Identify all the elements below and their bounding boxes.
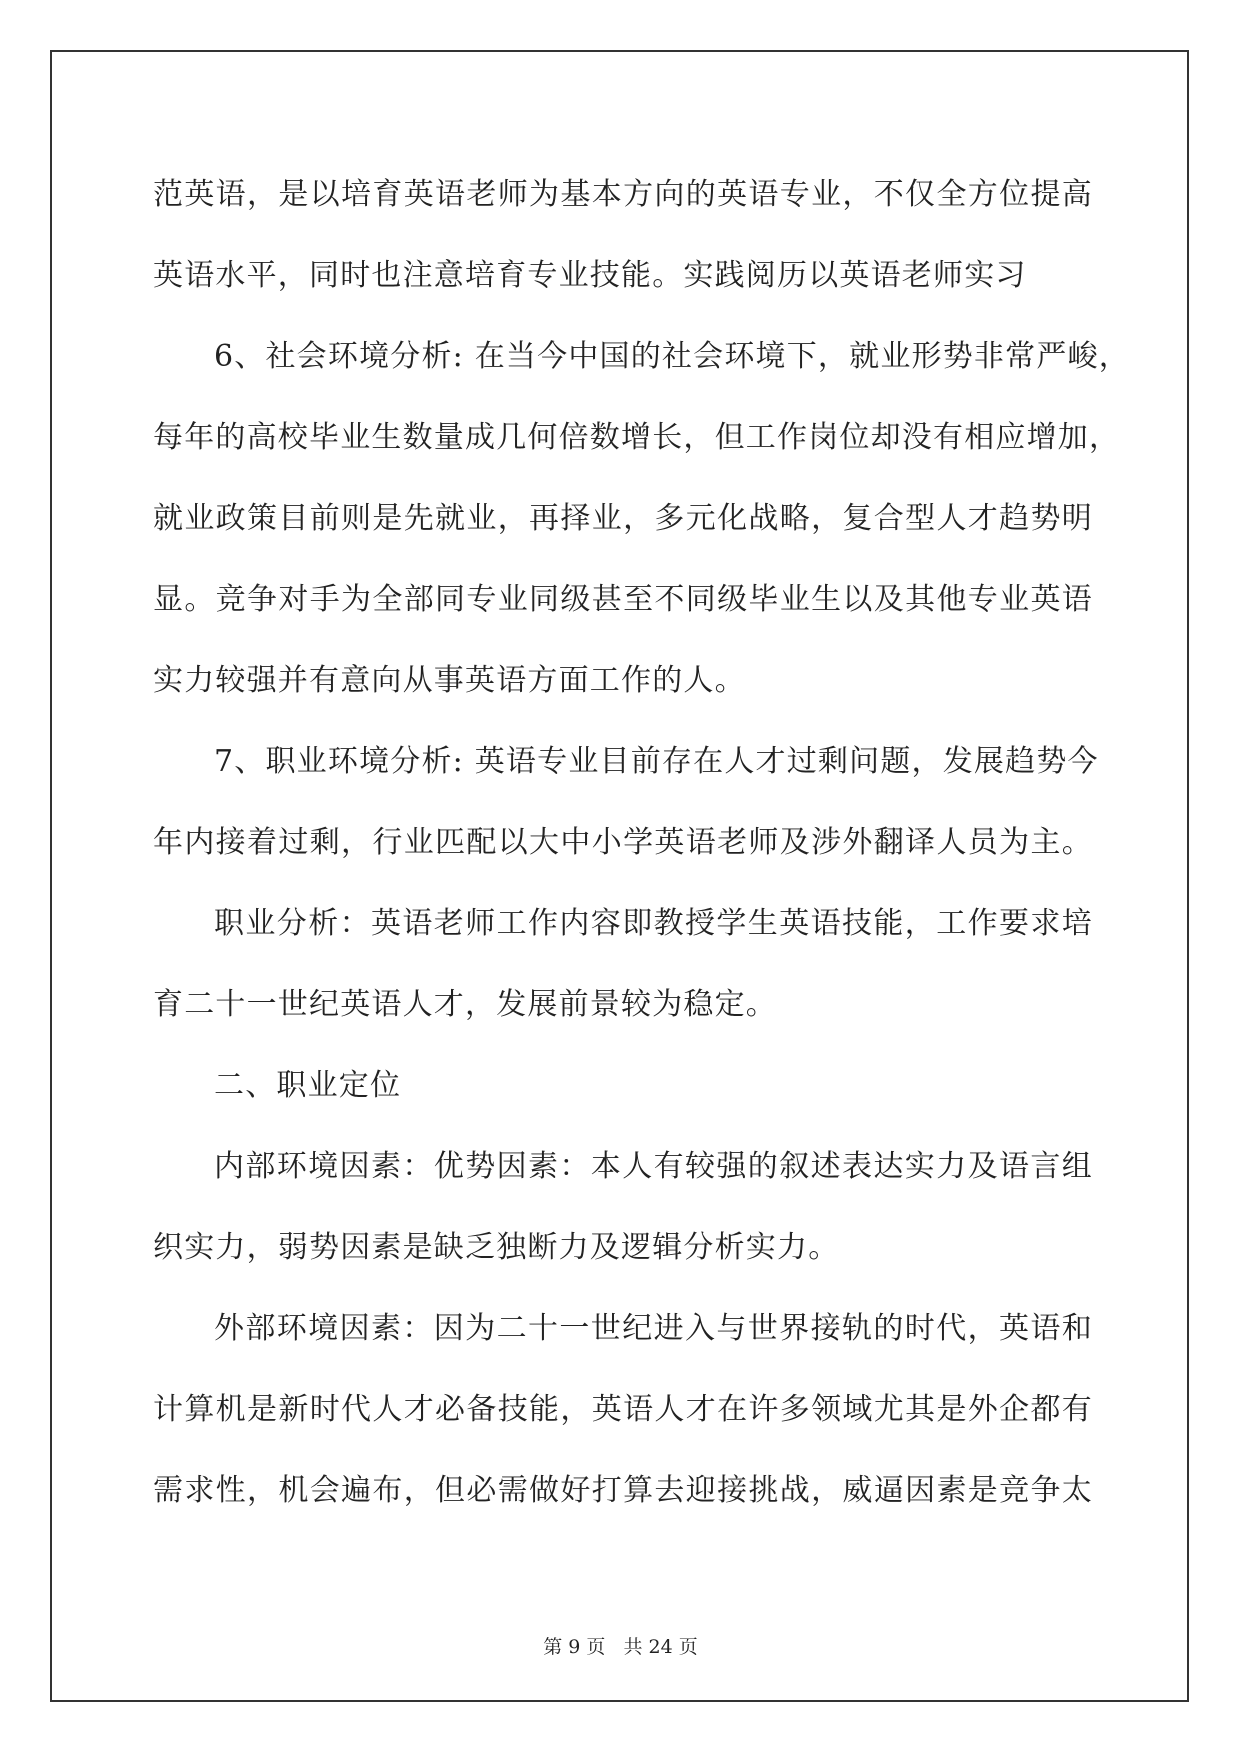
paragraph-line: 英语水平，同时也注意培育专业技能。实践阅历以英语老师实习 xyxy=(153,258,1027,293)
paragraph-line: 就业政策目前则是先就业，再择业，多元化战略，复合型人才趋势明 xyxy=(153,501,1093,536)
paragraph-line: 每年的高校毕业生数量成几何倍数增长，但工作岗位却没有相应增加， xyxy=(153,420,1121,455)
paragraph-line: 织实力，弱势因素是缺乏独断力及逻辑分析实力。 xyxy=(153,1230,840,1265)
paragraph-line: 计算机是新时代人才必备技能，英语人才在许多领域尤其是外企都有 xyxy=(153,1392,1093,1427)
document-body xyxy=(153,154,1130,1531)
paragraph-line: 7、职业环境分析: 英语专业目前存在人才过剩问题，发展趋势今 xyxy=(214,744,1099,779)
section-heading: 二、职业定位 xyxy=(214,1068,402,1103)
paragraph-line: 范英语，是以培育英语老师为基本方向的英语专业，不仅全方位提高 xyxy=(153,177,1093,212)
paragraph-line: 实力较强并有意向从事英语方面工作的人。 xyxy=(153,663,746,698)
page-footer xyxy=(0,1632,1241,1659)
paragraph-line: 外部环境因素：因为二十一世纪进入与世界接轨的时代，英语和 xyxy=(214,1311,1093,1346)
paragraph-line: 6、社会环境分析: 在当今中国的社会环境下，就业形势非常严峻， xyxy=(214,339,1130,374)
paragraph-line: 内部环境因素：优势因素：本人有较强的叙述表达实力及语言组 xyxy=(214,1149,1093,1184)
paragraph-line: 育二十一世纪英语人才，发展前景较为稳定。 xyxy=(153,987,777,1022)
page-number: 第 9 页 xyxy=(543,1636,606,1658)
page-total: 共 24 页 xyxy=(623,1636,698,1658)
paragraph-line: 职业分析：英语老师工作内容即教授学生英语技能，工作要求培 xyxy=(214,906,1093,941)
paragraph-line: 需求性，机会遍布，但必需做好打算去迎接挑战，威逼因素是竞争太 xyxy=(153,1473,1093,1508)
paragraph-line: 年内接着过剩，行业匹配以大中小学英语老师及涉外翻译人员为主。 xyxy=(153,825,1093,860)
paragraph-line: 显。竞争对手为全部同专业同级甚至不同级毕业生以及其他专业英语 xyxy=(153,582,1093,617)
